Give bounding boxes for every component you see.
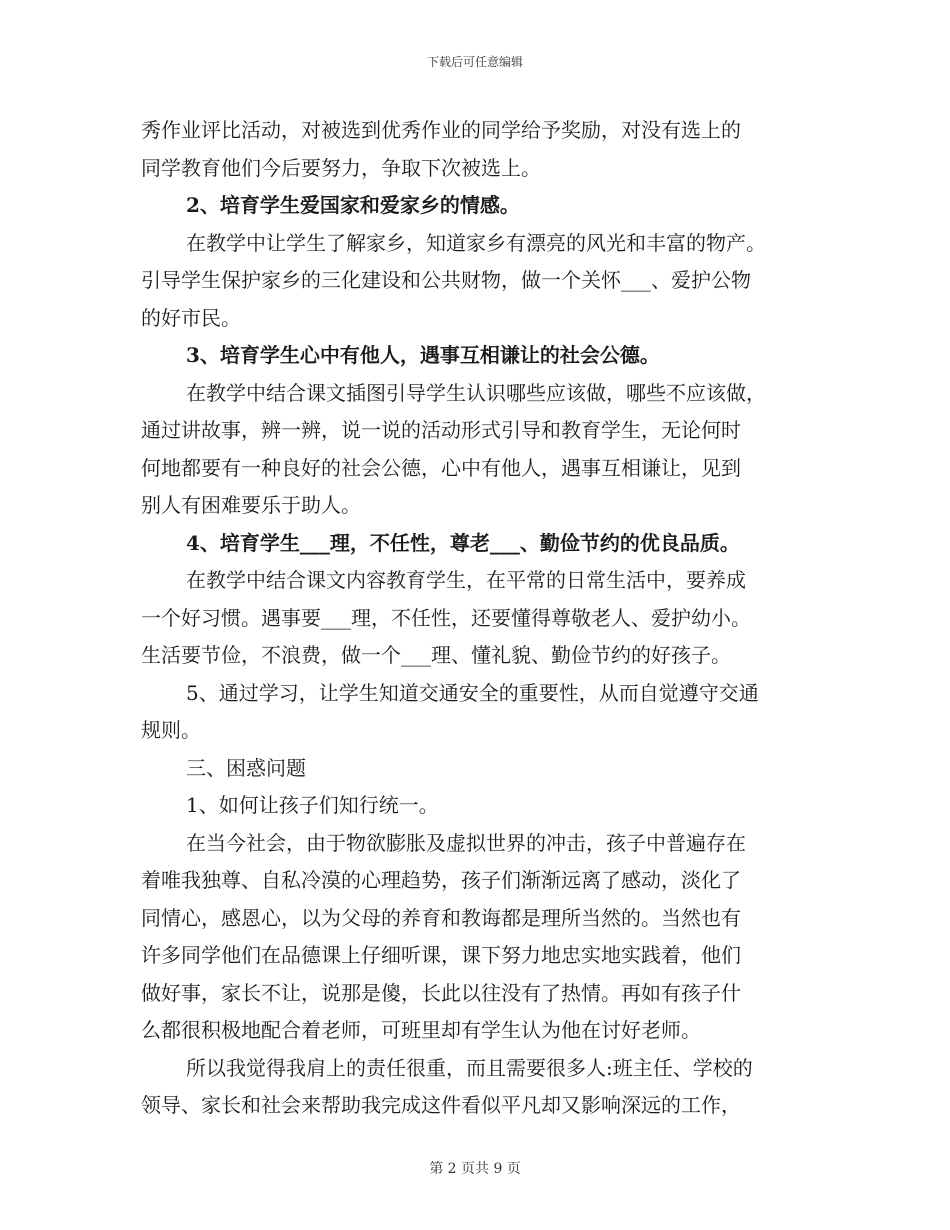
- paragraph-line: 同学教育他们今后要努力，争取下次被选上。: [141, 155, 541, 180]
- section-heading-line: 4、培育学生___理，不任性，尊老___、勤俭节约的优良品质。: [186, 530, 740, 555]
- paragraph-line: 秀作业评比活动，对被选到优秀作业的同学给予奖励，对没有选上的: [141, 118, 741, 142]
- paragraph-line: 通过讲故事，辨一辨，说一说的活动形式引导和教育学生，无论何时: [141, 418, 741, 442]
- paragraph-line: 在教学中让学生了解家乡，知道家乡有漂亮的风光和丰富的物产。: [186, 230, 766, 255]
- paragraph-line: 着唯我独尊、自私冷漠的心理趋势，孩子们渐渐远离了感动，淡化了: [141, 868, 741, 892]
- paragraph-line: 别人有困难要乐于助人。: [141, 493, 361, 517]
- page-header: 下载后可任意编辑: [426, 55, 523, 69]
- paragraph-line: 何地都要有一种良好的社会公德，心中有他人，遇事互相谦让，见到: [141, 455, 741, 480]
- section-heading-line: 2、培育学生爱国家和爱家乡的情感。: [186, 193, 520, 217]
- paragraph-line: 在当今社会，由于物欲膨胀及虚拟世界的冲击，孩子中普遍存在: [186, 830, 746, 855]
- paragraph-line: 在教学中结合课文插图引导学生认识哪些应该做，哪些不应该做，: [186, 380, 766, 405]
- paragraph-line: 一个好习惯。遇事要___理，不任性，还要懂得尊敬老人、爱护幼小。: [141, 605, 751, 630]
- section-heading-line: 3、培育学生心中有他人，遇事互相谦让的社会公德。: [186, 343, 660, 367]
- paragraph-line: 领导、家长和社会来帮助我完成这件看似平凡却又影响深远的工作，: [141, 1093, 741, 1117]
- page-footer: 第 2 页共 9 页: [429, 1161, 521, 1177]
- paragraph-line: 生活要节俭，不浪费，做一个___理、懂礼貌、勤俭节约的好孩子。: [141, 643, 731, 667]
- document-body: [141, 112, 811, 1125]
- paragraph-line: 同情心，感恩心，以为父母的养育和教诲都是理所当然的。当然也有: [141, 905, 741, 930]
- paragraph-line: 在教学中结合课文内容教育学生，在平常的日常生活中，要养成: [186, 568, 746, 592]
- paragraph-line: 许多同学他们在品德课上仔细听课，课下努力地忠实地实践着，他们: [141, 943, 741, 967]
- paragraph-line: 做好事，家长不让，说那是傻，长此以往没有了热情。再如有孩子什: [141, 980, 741, 1005]
- paragraph-line: 引导学生保护家乡的三化建设和公共财物，做一个关怀___、爱护公物: [141, 268, 751, 292]
- paragraph-line: 么都很积极地配合着老师，可班里却有学生认为他在讨好老师。: [141, 1018, 701, 1042]
- paragraph-line: 的好市民。: [141, 305, 241, 330]
- paragraph-line: 规则。: [141, 718, 201, 742]
- paragraph-line: 三、困惑问题: [186, 755, 306, 780]
- paragraph-line: 1、如何让孩子们知行统一。: [186, 793, 439, 817]
- paragraph-line: 所以我觉得我肩上的责任很重，而且需要很多人:班主任、学校的: [186, 1055, 753, 1080]
- paragraph-line: 5、通过学习，让学生知道交通安全的重要性，从而自觉遵守交通: [186, 680, 759, 705]
